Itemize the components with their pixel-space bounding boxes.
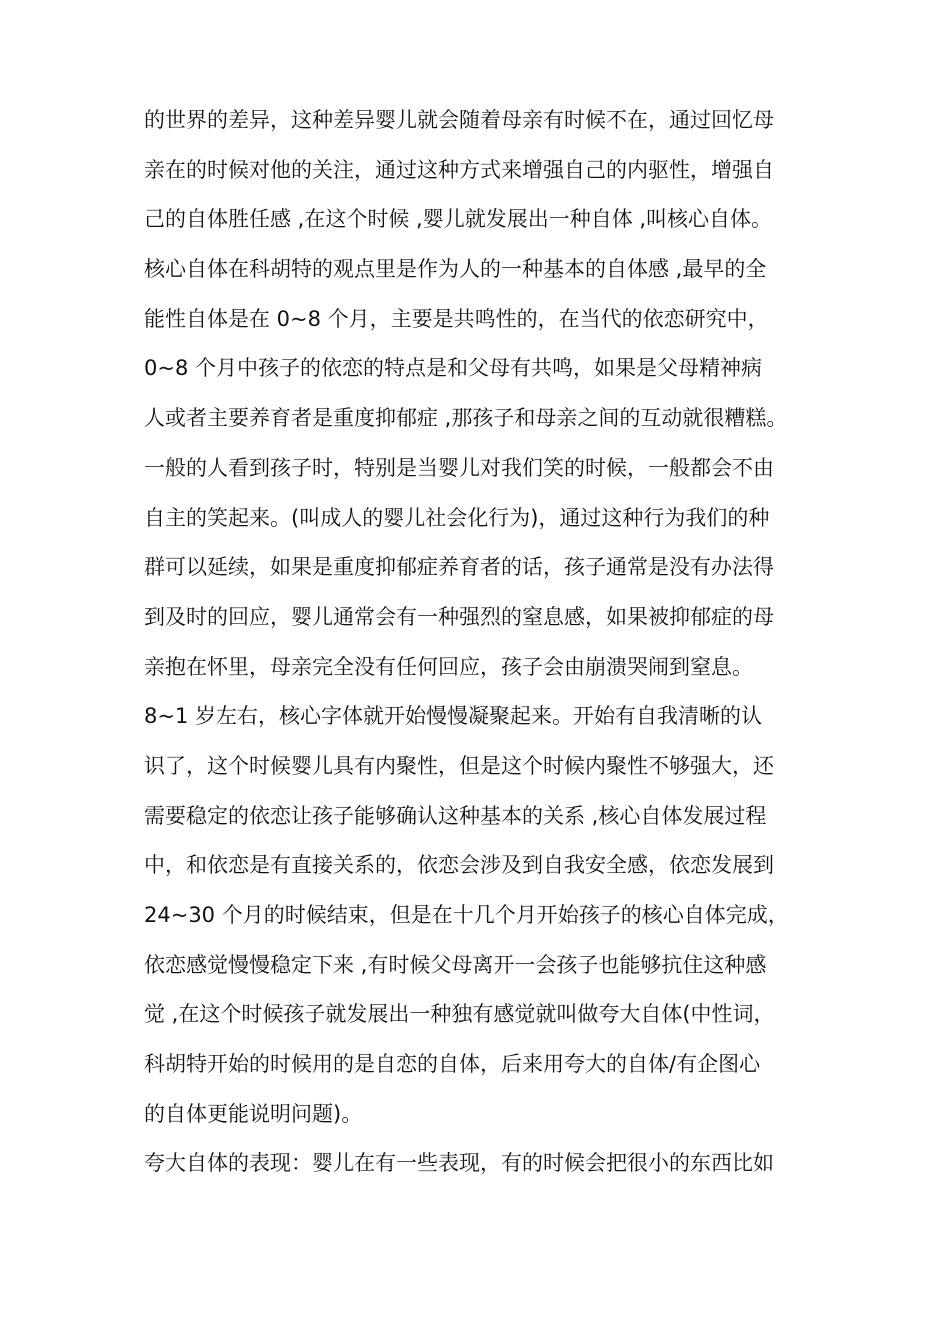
text-line: 需要稳定的依恋让孩子能够确认这种基本的关系 ,核心自体发展过程 [144, 803, 767, 828]
text-line: 0~8 个月中孩子的依恋的特点是和父母有共鸣，如果是父母精神病 [144, 356, 762, 381]
text-line: 依恋感觉慢慢稳定下来 ,有时候父母离开一会孩子也能够抗住这种感 [144, 952, 767, 977]
text-line: 亲抱在怀里，母亲完全没有任何回应，孩子会由崩溃哭闹到窒息。 [144, 654, 753, 679]
text-line: 群可以延续，如果是重度抑郁症养育者的话，孩子通常是没有办法得 [144, 555, 774, 580]
text-line: 亲在的时候对他的关注，通过这种方式来增强自己的内驱性，增强自 [144, 157, 774, 182]
text-line: 到及时的回应，婴儿通常会有一种强烈的窒息感，如果被抑郁症的母 [144, 604, 774, 629]
text-line: 夸大自体的表现：婴儿在有一些表现，有的时候会把很小的东西比如 [144, 1151, 774, 1176]
text-line: 核心自体在科胡特的观点里是作为人的一种基本的自体感 ,最早的全 [144, 257, 767, 282]
body-text [144, 96, 834, 1189]
text-line: 能性自体是在 0~8 个月，主要是共鸣性的，在当代的依恋研究中， [144, 306, 769, 331]
text-line: 觉 ,在这个时候孩子就发展出一种独有感觉就叫做夸大自体(中性词， [144, 1002, 775, 1027]
text-line: 24~30 个月的时候结束，但是在十几个月开始孩子的核心自体完成， [144, 903, 789, 927]
text-line: 的自体更能说明问题)。 [144, 1101, 363, 1126]
text-line: 己的自体胜任感 ,在这个时候 ,婴儿就发展出一种自体 ,叫核心自体。 [144, 207, 773, 232]
text-line: 识了，这个时候婴儿具有内聚性，但是这个时候内聚性不够强大，还 [144, 753, 774, 778]
text-line: 一般的人看到孩子时，特别是当婴儿对我们笑的时候，一般都会不由 [144, 455, 774, 480]
text-line: 自主的笑起来。(叫成人的婴儿社会化行为)，通过这种行为我们的种 [144, 505, 770, 530]
text-line: 的世界的差异，这种差异婴儿就会随着母亲有时候不在，通过回忆母 [144, 108, 774, 132]
text-line: 科胡特开始的时候用的是自恋的自体，后来用夸大的自体/有企图心 [144, 1052, 761, 1077]
text-line: 中，和依恋是有直接关系的，依恋会涉及到自我安全感，依恋发展到 [144, 853, 774, 878]
text-line: 8~1 岁左右，核心字体就开始慢慢凝聚起来。开始有自我清晰的认 [144, 704, 762, 729]
text-line: 人或者主要养育者是重度抑郁症 ,那孩子和母亲之间的互动就很糟糕。 [144, 406, 788, 431]
